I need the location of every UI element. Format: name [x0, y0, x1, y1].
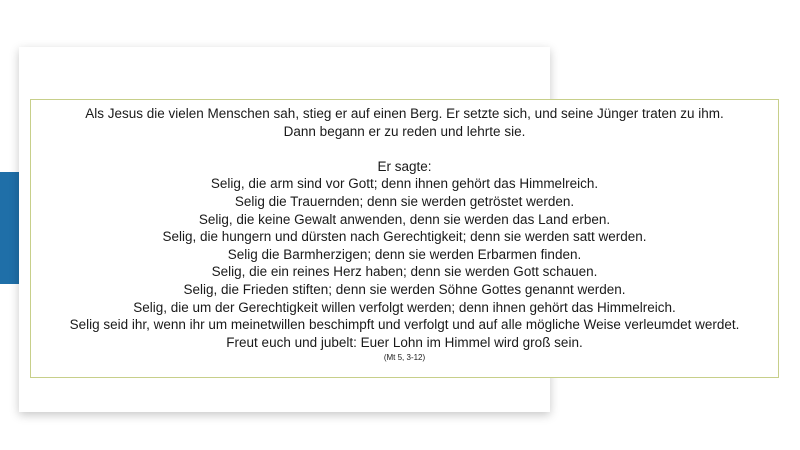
accent-bar — [0, 172, 19, 284]
intro-line: Als Jesus die vielen Menschen sah, stieg er auf einen Berg. Er setzte sich, und seine Jünger traten zu ihm. — [85, 106, 724, 121]
beatitude-line: Selig, die hungern und dürsten nach Gerechtigkeit; denn sie werden satt werden. — [162, 229, 647, 245]
scripture-quote-box — [30, 99, 779, 378]
beatitude-line: Selig seid ihr, wenn ihr um meinetwillen beschimpft und verfolgt und auf alle mögliche Weise verleumdet werdet. — [69, 317, 740, 333]
beatitude-line: Freut euch und jubelt: Euer Lohn im Himmel wird groß sein. — [226, 334, 583, 350]
spacer — [31, 140, 778, 158]
intro-line: Dann begann er zu reden und lehrte sie. — [283, 123, 526, 139]
beatitude-line: Selig, die keine Gewalt anwenden, denn sie werden das Land erben. — [198, 211, 611, 227]
beatitude-line: Selig, die arm sind vor Gott; denn ihnen gehört das Himmelreich. — [210, 176, 599, 192]
speech-intro: Er sagte: — [377, 158, 432, 174]
beatitude-line: Selig die Trauernden; denn sie werden getröstet werden. — [234, 193, 575, 209]
beatitude-line: Selig, die Frieden stiften; denn sie werden Söhne Gottes genannt werden. — [183, 281, 626, 297]
beatitude-line: Selig, die um der Gerechtigkeit willen verfolgt werden; denn ihnen gehört das Himmelreich. — [133, 299, 676, 315]
beatitude-line: Selig, die ein reines Herz haben; denn sie werden Gott schauen. — [211, 264, 598, 280]
beatitude-line: Selig die Barmherzigen; denn sie werden Erbarmen finden. — [227, 246, 582, 262]
bible-reference: (Mt 5, 3-12) — [383, 353, 426, 363]
